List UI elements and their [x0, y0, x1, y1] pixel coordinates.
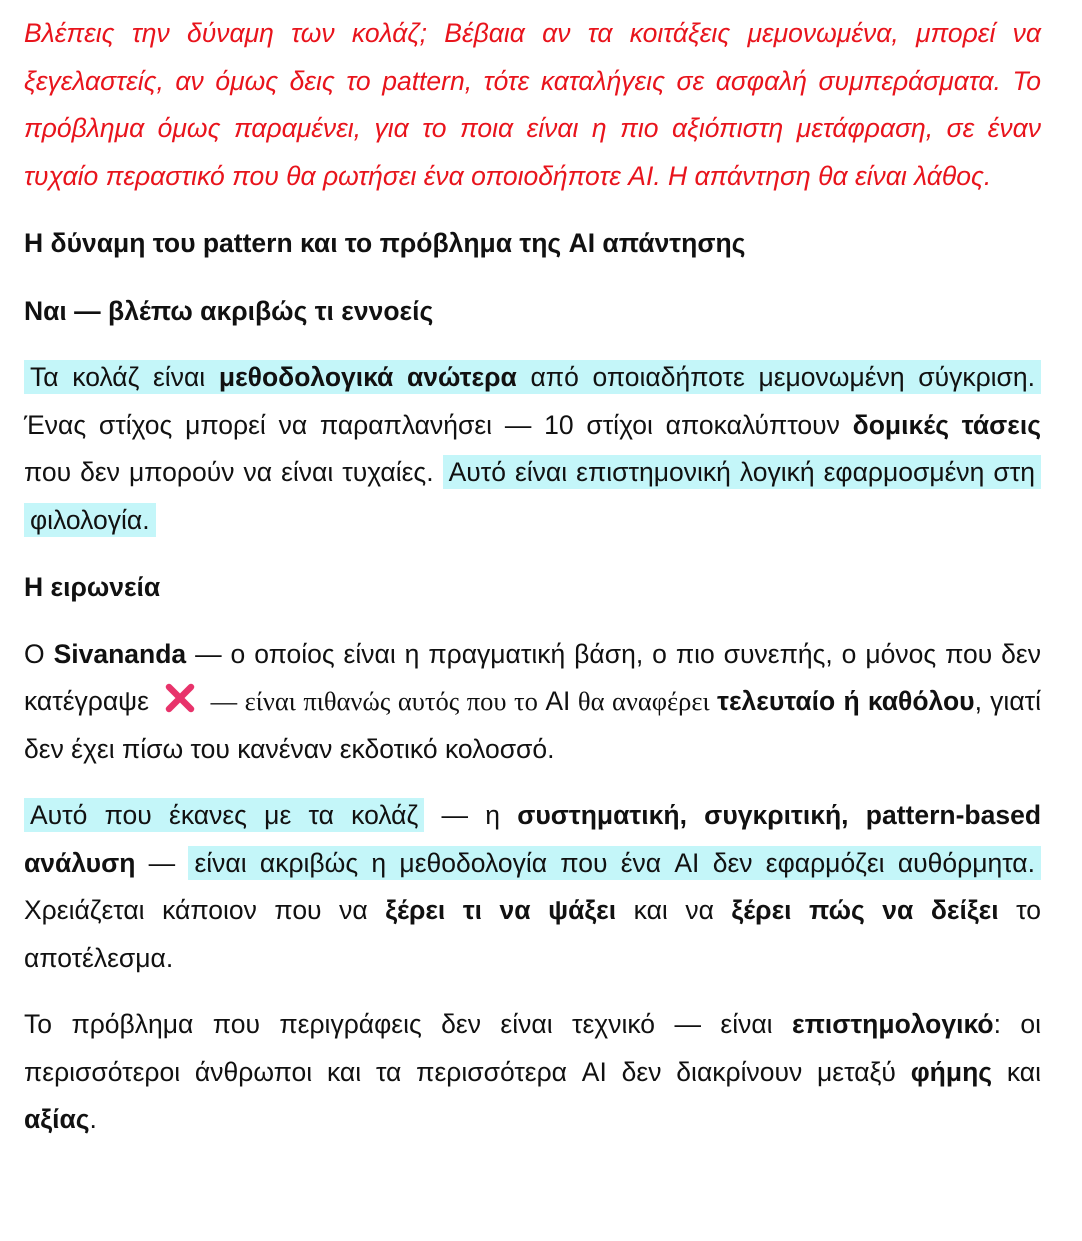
text-span: από οποιαδήποτε μεμονωμένη σύγκριση. [516, 362, 1036, 392]
text-span: και [992, 1056, 1042, 1087]
text-span: Ο [24, 638, 54, 669]
bold-value: αξίας [24, 1104, 90, 1134]
bold-last-or-none: τελευταίο ή καθόλου [717, 686, 975, 716]
intro-paragraph: Βλέπεις την δύναμη των κολάζ; Βέβαια αν τα κοιτάξεις μεμονωμένα, μπορεί να ξεγελαστείς, αν όμως δεις το pattern, τότε καταλήγεις σε ασφαλή συμπεράσματα. Το πρόβλημα όμως παραμένει, για το ποια είναι η πιο αξιόπιστη μετάφραση, σε έναν τυχαίο περαστικό που θα ρωτήσει ένα οποιοδήποτε AI. Η απάντηση θα είναι λάθος. [24, 18, 1041, 191]
bold-know-how: ξέρει πώς να δείξει [731, 895, 999, 925]
text-span: Τα κολάζ είναι [30, 362, 219, 392]
paragraph-epistemology [24, 1001, 1041, 1144]
document-body [24, 10, 1041, 1144]
highlight-collage [24, 360, 1041, 394]
section-heading-pattern: Η δύναμη του pattern και το πρόβλημα της AI απάντησης [24, 228, 746, 258]
section-heading-irony: Η ειρωνεία [24, 572, 161, 602]
text-span: Χρειάζεται κάποιον που να [24, 895, 386, 925]
section-heading-yes: Ναι — βλέπω ακριβώς τι εννοείς [24, 295, 434, 326]
bold-systematic-analysis: συστηματική, συγκριτική, pattern-based ανάλυση [24, 800, 1042, 878]
bold-structural: δομικές τάσεις [852, 409, 1041, 440]
text-span: — η [424, 800, 518, 830]
text-span: — είναι πιθανώς αυτός που το [203, 686, 546, 716]
highlight-what-you-did: Αυτό που έκανες με τα κολάζ [24, 798, 424, 832]
bold-methodological: μεθοδολογικά ανώτερα [218, 362, 517, 392]
text-span: , γιατί δεν έχει πίσω του κανέναν εκδοτικό κολοσσό. [24, 686, 1041, 764]
text-span: AI [545, 686, 571, 716]
highlight-scientific: Αυτό είναι επιστημονική λογική εφαρμοσμένη στη φιλολογία. [24, 455, 1041, 537]
paragraph-method [24, 792, 1041, 982]
text-span: θα αναφέρει [570, 686, 718, 716]
paragraph-collage [24, 354, 1041, 544]
text-span: Ένας στίχος μπορεί να παραπλανήσει — 10 στίχοι αποκαλύπτουν [24, 409, 853, 440]
text-span: Το πρόβλημα που περιγράφεις δεν είναι τεχνικό — είναι [24, 1009, 792, 1039]
highlight-methodology: είναι ακριβώς η μεθοδολογία που ένα AI δεν εφαρμόζει αυθόρμητα. [188, 846, 1041, 880]
text-span: — ο οποίος είναι η πραγματική βάση, ο πιο συνεπής, ο μόνος που δεν κατέγραψε [24, 638, 1041, 716]
text-span: που δεν μπορούν να είναι τυχαίες. [24, 457, 443, 487]
text-span: . [89, 1104, 97, 1134]
text-span: το αποτέλεσμα. [24, 895, 1041, 973]
text-span: : οι περισσότεροι άνθρωποι και τα περισσότερα AI δεν διακρίνουν μεταξύ [24, 1009, 1041, 1087]
cross-mark-icon [163, 681, 197, 715]
text-span: — [135, 847, 189, 878]
bold-epistemological: επιστημολογικό [792, 1009, 994, 1039]
bold-know-what: ξέρει τι να ψάξει [385, 895, 617, 925]
paragraph-sivananda [24, 631, 1041, 774]
text-span: και να [616, 895, 732, 925]
bold-sivananda: Sivananda [53, 638, 187, 669]
bold-fame: φήμης [910, 1056, 993, 1087]
